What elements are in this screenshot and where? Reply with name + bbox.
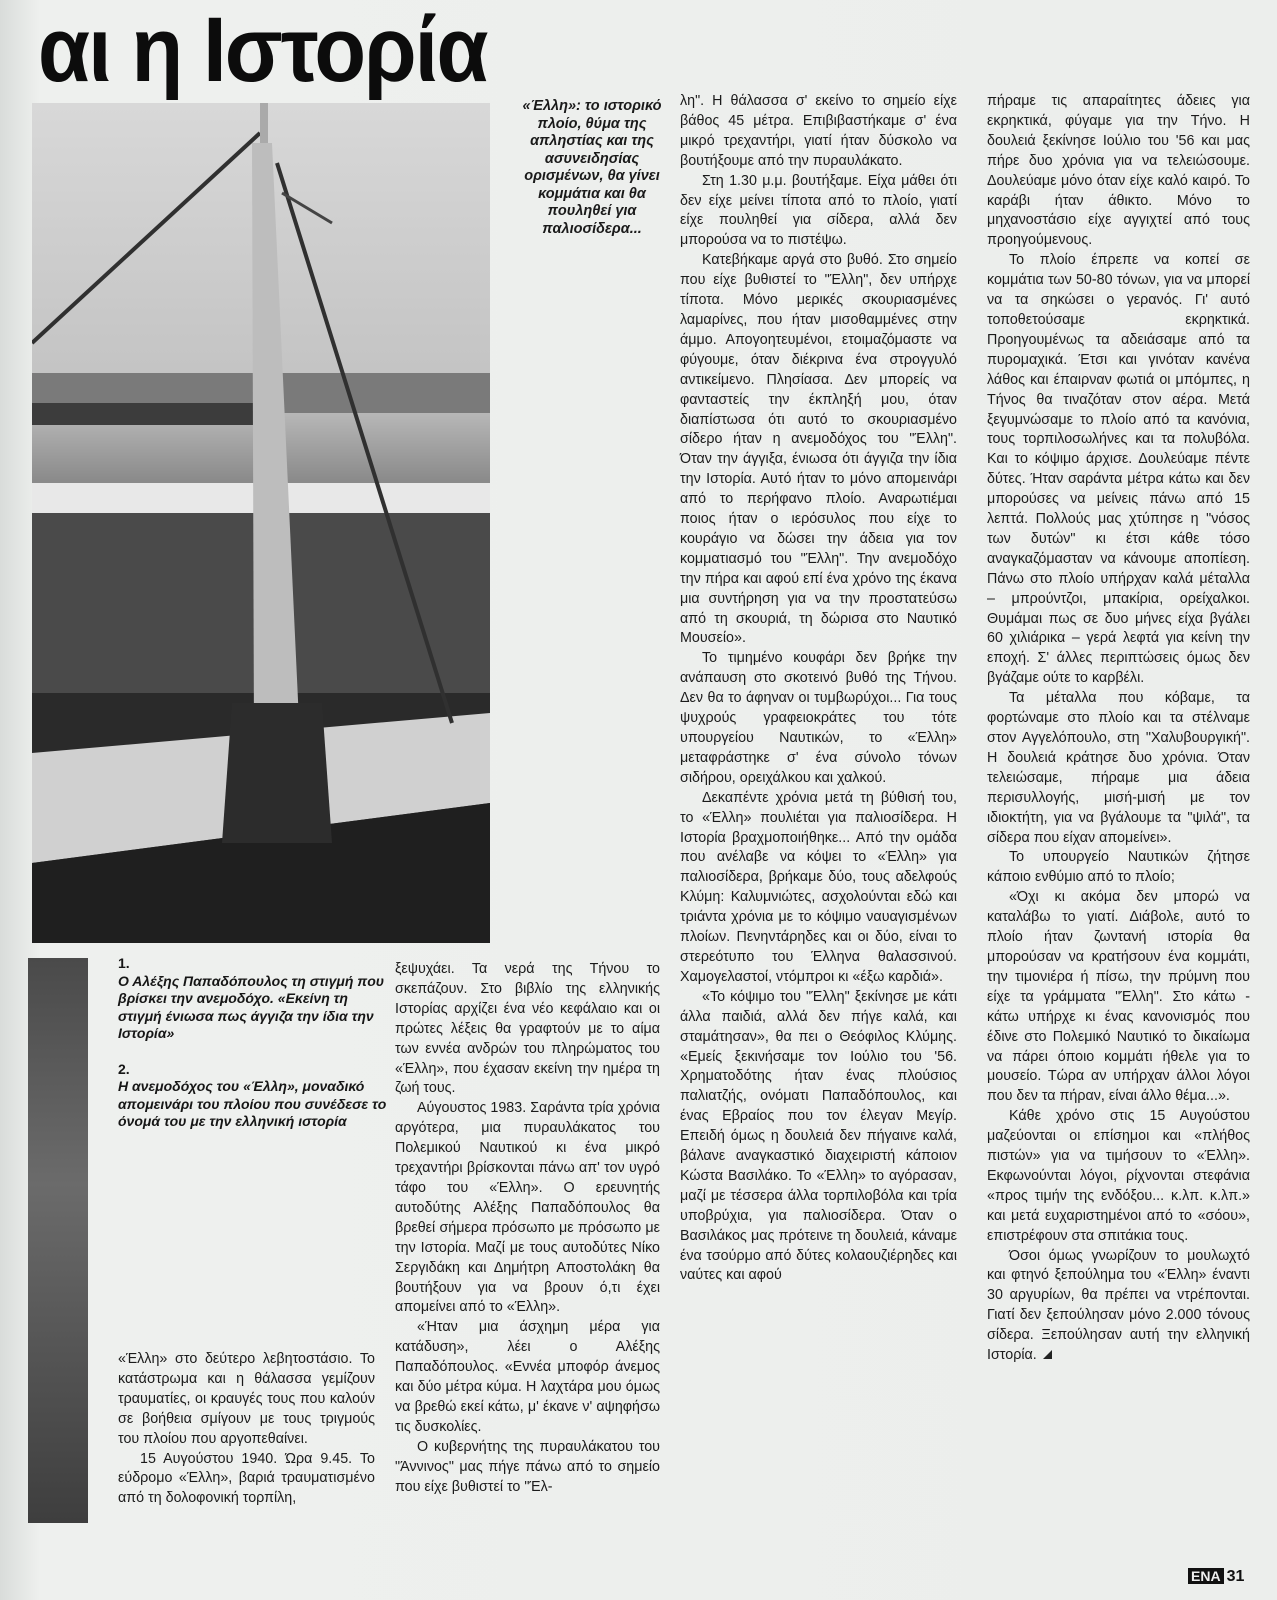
lead-text: «Έλλη»: το ιστορικό πλοίο, θύμα της απληστίας και της ασυνειδησίας ορισμένων, θα γίνει κομμάτια και θα πουληθεί για παλιοσίδερα... xyxy=(522,98,662,237)
caption-1 xyxy=(118,955,390,1043)
article-column-1 xyxy=(118,1350,375,1509)
caption-2 xyxy=(118,1061,390,1131)
paragraph: Το τιμημένο κουφάρι δεν βρήκε την ανάπαυση στο σκοτεινό βυθό της Τήνου. Δεν θα το άφηναν οι τυμβωρύχοι... Για τους ψυχρούς γραφειοκράτες του τότε υπουργείου Ναυτικών, το «Έλλη» μεταφράστηκε σ' ένα σύνολο τόνων σιδήρου, ορειχάλκου και χαλκού. xyxy=(680,650,957,786)
paragraph: ξεψυχάει. Τα νερά της Τήνου το σκεπάζουν. Στο βιβλίο της ελληνικής Ιστορίας αρχίζει ένα νέο κεφάλαιο και οι πρώτες λέξεις θα γραφτούν με το αίμα των εννέα ανδρών του πληρώματος του «Έλλη», που έχασαν εκείνη την ημέρα τη ζωή τους. xyxy=(395,961,660,1097)
paragraph: Κατεβήκαμε αργά στο βυθό. Στο σημείο που είχε βυθιστεί το "Έλλη", δεν υπήρχε τίποτα. Μόνο μερικές σκουριασμένες λαμαρίνες, που ήταν μισοθαμμένες στην άμμο. Απογοητευμένοι, ετοιμαζόμαστε να φύγουμε, όταν διέκρινα ένα στρογγυλό αντικείμενο. Πλησίασα. Δεν μπορείς να φανταστείς την έκπληξή μου, όταν διαπίστωσα ότι αυτό το σκουριασμένο σίδερο ήταν η ανεμοδόχος του "Έλλη". Όταν την άγγιξα, ένιωσα ότι άγγιζα την ίδια την Ιστορία. Αυτό ήταν το μόνο απομεινάρι από το περήφανο πλοίο. Αναρωτιέμαι ποιος ήταν ο ιερόσυλος που είχε το κουράγιο να δώσει την άδεια για τον κομματιασμό του "Έλλη". Την ανεμοδόχο την πήρα και αφού επί ένα χρόνο της έκανα μια συντήρηση για να την προστατεύσω από τη σκουριά, τη δώρισα στο Ναυτικό Μουσείο». xyxy=(680,252,957,647)
caption-number: 1. xyxy=(118,955,130,971)
paragraph: Τα μέταλλα που κόβαμε, τα φορτώναμε στο πλοίο και τα στέλναμε στον Αγγελόπουλο, στη "Χαλυβουργική". Η δουλειά κράτησε δυο χρόνια. Όταν τελειώσαμε, πήραμε μια άδεια περισυλλογής, μισή-μισή με τον ιδιοκτήτη, για να βγάλουμε τα "ψιλά", τα σίδερα που είχαν απομείνει». xyxy=(987,690,1250,846)
page-footer xyxy=(1188,1568,1244,1586)
anemodochos-photo xyxy=(28,958,88,1523)
article-column-4 xyxy=(987,92,1250,1366)
paragraph: «Ήταν μια άσχημη μέρα για κατάδυση», λέει ο Αλέξης Παπαδόπουλος. «Εννέα μποφόρ άνεμος και δύο μέτρα κύμα. Η λαχτάρα μου όμως να βρεθώ εκεί κάτω, μ' έκανε ν' αψηφήσω τις δυσκολίες. xyxy=(395,1319,660,1435)
article-column-2 xyxy=(395,960,660,1497)
headline: αι η Ιστορία xyxy=(38,0,487,101)
paragraph: πήραμε τις απαραίτητες άδειες για εκρηκτικά, φύγαμε για την Τήνο. Η δουλειά ξεκίνησε Ιούλιο του '56 και μας πήρε δυο χρόνια για να τελειώσουμε. Δουλεύαμε μόνο όταν είχε καλό καιρό. Το καράβι ήταν άθικτο. Μόνο το μηχανοστάσιο είχε αγγιχτεί από τους προηγούμενους. xyxy=(987,93,1250,249)
paragraph: Κάθε χρόνο στις 15 Αυγούστου μαζεύονται οι επίσημοι και «πλήθος πιστών» για να τιμήσουν το «Έλλη». Εκφωνούνται λόγοι, ρίχνονται στεφάνια «προς τιμήν της ενδόξου... κ.λπ. κ.λπ.» και μετά ευχαριστημένοι από το «σόου», επιστρέφουν στα σπιτάκια τους. xyxy=(987,1108,1250,1244)
caption-text: Ο Αλέξης Παπαδόπουλος τη στιγμή που βρίσκει την ανεμοδόχο. «Εκείνη τη στιγμή ένιωσα πως άγγιζα την ίδια την Ιστορία» xyxy=(118,972,385,1041)
article-column-3 xyxy=(680,92,957,1286)
ship-mast-photo xyxy=(32,103,490,943)
paragraph: Ο κυβερνήτης της πυραυλάκατου του "Άννινος" μας πήγε πάνω από το σημείο που είχε βυθιστεί το "Έλ- xyxy=(395,1438,660,1495)
paragraph: 15 Αυγούστου 1940. Ώρα 9.45. Το εύδρομο «Έλλη», βαριά τραυματισμένο από τη δολοφονική τορπίλη, xyxy=(118,1450,375,1507)
magazine-logo: ΕΝΑ xyxy=(1188,1568,1224,1584)
photo-captions xyxy=(118,955,390,1149)
paragraph: Δεκαπέντε χρόνια μετά τη βύθισή του, το «Έλλη» πουλιέται για παλιοσίδερα. Η Ιστορία βραχμοποιήθηκε... Από την ομάδα που ανέλαβε να κόψει το «Έλλη» για παλιοσίδερα, βρήκαμε δύο, τους αδελφούς Κλύμη: Καλυμνιώτες, ασχολούνται εδώ και τριάντα χρόνια με το κόψιμο ναυαγισμένων πλοίων. Πενηντάρηδες και οι δύο, είναι το στερεότυπο του Έλληνα θαλασσινού. Χαμογελαστοί, ντόμπροι κι «έξω καρδιά». xyxy=(680,789,957,985)
end-mark-icon xyxy=(1043,1350,1052,1359)
paragraph: λη". Η θάλασσα σ' εκείνο το σημείο είχε βάθος 45 μέτρα. Επιβιβαστήκαμε σ' ένα μικρό τρεχαντήρι, γιατί ήταν δύσκολο να βουτήξουμε από την πυραυλάκατο. xyxy=(680,93,957,169)
paragraph-text: Όσοι όμως γνωρίζουν το μουλωχτό και φτηνό ξεπούλημα του «Έλλη» έναντι 30 αργυρίων, θα πρέπει να ντρέπονται. Γιατί δεν ξεπούλησαν μόνο 2.000 τόνους σίδερα. Ξεπούλησαν αυτή την ελληνική Ιστορία. xyxy=(987,1247,1250,1364)
paragraph: Αύγουστος 1983. Σαράντα τρία χρόνια αργότερα, μια πυραυλάκατος του Πολεμικού Ναυτικού κι ένα μικρό τρεχαντήρι βρίσκονται πάνω απ' τον υγρό τάφο του «Έλλη». Ο ερευνητής αυτοδύτης Αλέξης Παπαδόπουλος θα βρεθεί σήμερα πρόσωπο με πρόσωπο με την Ιστορία. Μαζί με τους αυτοδύτες Νίκο Σεργιδάκη και Δημήτρη Αποστολάκη θα βουτήξουν για να βρουν ό,τι έχει απομείνει από το «Έλλη». xyxy=(395,1100,660,1316)
paragraph: Το πλοίο έπρεπε να κοπεί σε κομμάτια των 50-80 τόνων, για να μπορεί να τα σηκώσει ο γερανός. Γι' αυτό τοποθετούσαμε εκρηκτικά. Προηγουμένως τα αδειάσαμε από τα πυρομαχικά. Έτσι και γινόταν κανένα λάθος και έπαιρναν φωτιά οι μπόμπες, η Τήνος θα τιναζόταν στον αέρα. Μετά ξεγυμνώσαμε το πλοίο από τα κανόνια, τους τορπιλοσωλήνες και τα πολυβόλα. Και το κόψιμο άρχισε. Δουλεύαμε πέντε δύτες. Ήταν σαράντα μέτρα κάτω και δεν μπορούσες να μείνεις πάνω από 15 λεπτά. Πολλούς μας χτύπησε η "νόσος των δυτών" κι έτσι κάθε τόσο αναγκαζόμασταν να κάνουμε αποπίεση. Πάνω στο πλοίο υπήρχαν καλά μέταλλα – μπρούντζοι, μπακίρια, ορείχαλκοι. Θυμάμαι πως σε δυο μήνες είχα βγάλει 60 χιλιάρικα – γερά λεφτά για κείνη την εποχή. Σ' άλλες περιπτώσεις όμως δεν βγάζαμε ούτε το καρβέλι. xyxy=(987,252,1250,687)
paragraph: «Έλλη» στο δεύτερο λεβητοστάσιο. Το κατάστρωμα και η θάλασσα γεμίζουν τραυματίες, οι κραυγές τους που καλούν σε βοήθεια σμίγουν με τους τριγμούς του πλοίου που αργοπεθαίνει. xyxy=(118,1351,375,1447)
paragraph: «Όχι κι ακόμα δεν μπορώ να καταλάβω το γιατί. Διάβολε, αυτό το πλοίο ήταν ζωντανή ιστορία θα μπορούσαν να κρατήσουν ένα κομμάτι, την τιμονιέρα ή πίσω, την πρύμνη που είχε τα γράμματα "Έλλη". Στο κάτω - κάτω υπήρχε κι ένας κανονισμός που έδινε στο Πολεμικό Ναυτικό το δικαίωμα να πάρει όποιο κομμάτι ήθελε για το μουσείο. Τώρα αν υπήρχαν άλλοι λόγοι που δεν τα πήραν, είναι άλλο θέμα...». xyxy=(987,889,1250,1105)
paragraph-final xyxy=(987,1247,1250,1366)
ship-photo xyxy=(32,103,490,943)
paragraph: Το υπουργείο Ναυτικών ζήτησε κάποιο ενθύμιο από το πλοίο; xyxy=(987,849,1250,886)
paragraph: Στη 1.30 μ.μ. βουτήξαμε. Είχα μάθει ότι δεν είχε μείνει τίποτα από το πλοίο, γιατί είχε πουληθεί για σίδερα, αλλά δεν μπορούσα να το πιστέψω. xyxy=(680,172,957,249)
caption-text: Η ανεμοδόχος του «Έλλη», μοναδικό απομεινάρι του πλοίου που συνέδεσε το όνομά του με την ελληνική ιστορία xyxy=(118,1078,387,1129)
caption-number: 2. xyxy=(118,1060,130,1077)
paragraph: «Το κόψιμο του "Έλλη" ξεκίνησε με κάτι άλλα παιδιά, αλλά δεν πήγε καλά, και σταμάτησαν», θα πει ο Θεόφιλος Κλύμης. «Εμείς ξεκινήσαμε τον Ιούλιο του '56. Χρηματοδότης ήταν ένας πλούσιος παλιατζής, ονόματι Παπαδόπουλος, και ένας Εβραίος που τον έλεγαν Μεγίρ. Επειδή όμως η δουλειά δεν πήγαινε καλά, βάλανε αναγκαστικό διαχειριστή κάποιον Κώστα Βασιλάκο. Το «Έλλη» το αγόρασαν, μαζί με τέσσερα άλλα τορπιλοβόλα και τρία υποβρύχια, για παλιοσίδερα. Όταν ο Βασιλάκος μας πρότεινε τη δουλειά, κάναμε ένα τσούρμο από δύτες κολαουζιέρηδες και ναύτες και αφού xyxy=(680,988,957,1284)
page-number: 31 xyxy=(1226,1568,1245,1585)
